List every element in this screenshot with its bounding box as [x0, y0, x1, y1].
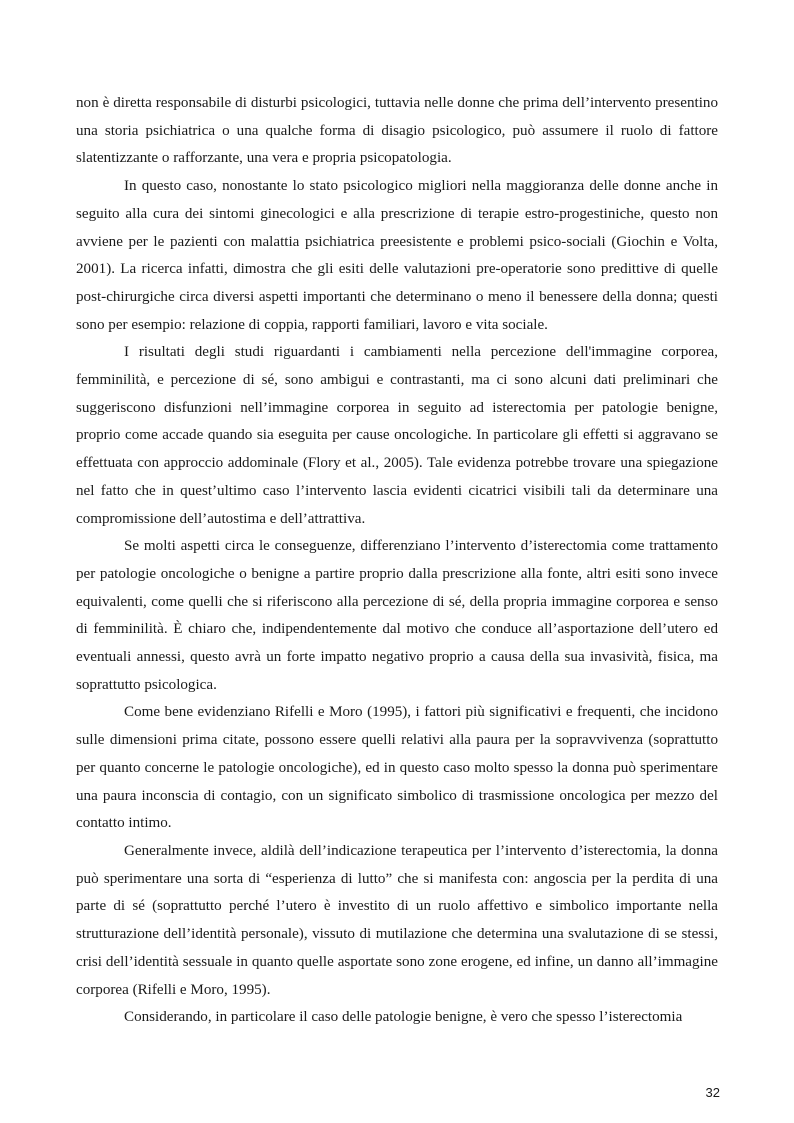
- page-number: 32: [705, 1085, 720, 1100]
- paragraph: Come bene evidenziano Rifelli e Moro (1995), i fattori più significativi e frequenti, che incidono sulle dimensioni prima citate, possono essere quelli relativi alla paura per la sopravvivenza (soprattutto per quanto concerne le patologie oncologiche), ed in questo caso molto spesso la donna può sperimentare una paura inconscia di contagio, con un significato simbolico di trasmissione oncologica per mezzo del contatto intimo.: [76, 704, 718, 832]
- paragraph: In questo caso, nonostante lo stato psicologico migliori nella maggioranza delle donne anche in seguito alla cura dei sintomi ginecologici e alla prescrizione di terapie estro-progestiniche, questo non avviene per le pazienti con malattia psichiatrica preesistente e problemi psico-sociali (Giochin e Volta, 2001). La ricerca infatti, dimostra che gli esiti delle valutazioni pre-operatorie sono predittive di quelle post-chirurgiche circa diversi aspetti importanti che determinano o meno il benessere della donna; questi sono per esempio: relazione di coppia, rapporti familiari, lavoro e vita sociale.: [76, 178, 718, 333]
- document-page: [76, 90, 718, 1032]
- paragraph-continuation: non è diretta responsabile di disturbi psicologici, tuttavia nelle donne che prima dell’intervento presentino una storia psichiatrica o una qualche forma di disagio psicologico, può assumere il ruolo di fattore slatentizzante o rafforzante, una vera e propria psicopatologia.: [76, 95, 718, 167]
- paragraph-last: Considerando, in particolare il caso delle patologie benigne, è vero che spesso l’isterectomia: [124, 1009, 683, 1026]
- paragraph: Se molti aspetti circa le conseguenze, differenziano l’intervento d’isterectomia come trattamento per patologie oncologiche o benigne a partire proprio dalla prescrizione alla fonte, altri esiti sono invece equivalenti, come quelli che si riferiscono alla percezione di sé, della propria immagine corporea e senso di femminilità. È chiaro che, indipendentemente dal motivo che conduce all’asportazione dell’utero ed eventuali annessi, questo avrà un forte impatto negativo proprio a causa della sua invasività, fisica, ma soprattutto psicologica.: [76, 538, 718, 693]
- paragraph: I risultati degli studi riguardanti i cambiamenti nella percezione dell'immagine corporea, femminilità, e percezione di sé, sono ambigui e contrastanti, ma ci sono alcuni dati preliminari che suggeriscono disfunzioni nell’immagine corporea in seguito ad isterectomia per patologie benigne, proprio come accade quando sia eseguita per cause oncologiche. In particolare gli effetti si aggravano se effettuata con approccio addominale (Flory et al., 2005). Tale evidenza potrebbe trovare una spiegazione nel fatto che in quest’ultimo caso l’intervento lascia evidenti cicatrici visibili tali da determinare una compromissione dell’autostima e dell’attrattiva.: [76, 344, 718, 527]
- paragraph: Generalmente invece, aldilà dell’indicazione terapeutica per l’intervento d’isterectomia, la donna può sperimentare una sorta di “esperienza di lutto” che si manifesta con: angoscia per la perdita di una parte di sé (soprattutto perché l’utero è investito di un ruolo affettivo e simbolico importante nella strutturazione dell’identità personale), vissuto di mutilazione che determina una svalutazione di se stessi, crisi dell’identità sessuale in quanto quelle asportate sono zone erogene, ed infine, un danno all’immagine corporea (Rifelli e Moro, 1995).: [76, 842, 718, 998]
